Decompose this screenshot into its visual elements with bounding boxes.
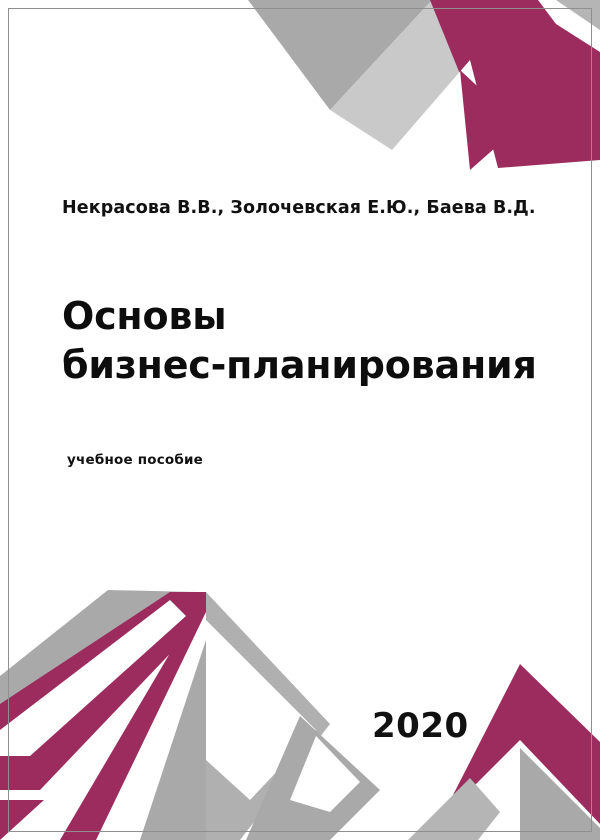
subtitle: учебное пособие (67, 452, 204, 468)
year-label: 2020 (372, 706, 469, 746)
title-line-1: Основы (62, 294, 227, 338)
page-title (62, 292, 562, 389)
title-line-2: бизнес-планирования (62, 342, 537, 387)
authors-line: Некрасова В.В., Золочевская Е.Ю., Баева В.Д. (62, 198, 536, 218)
